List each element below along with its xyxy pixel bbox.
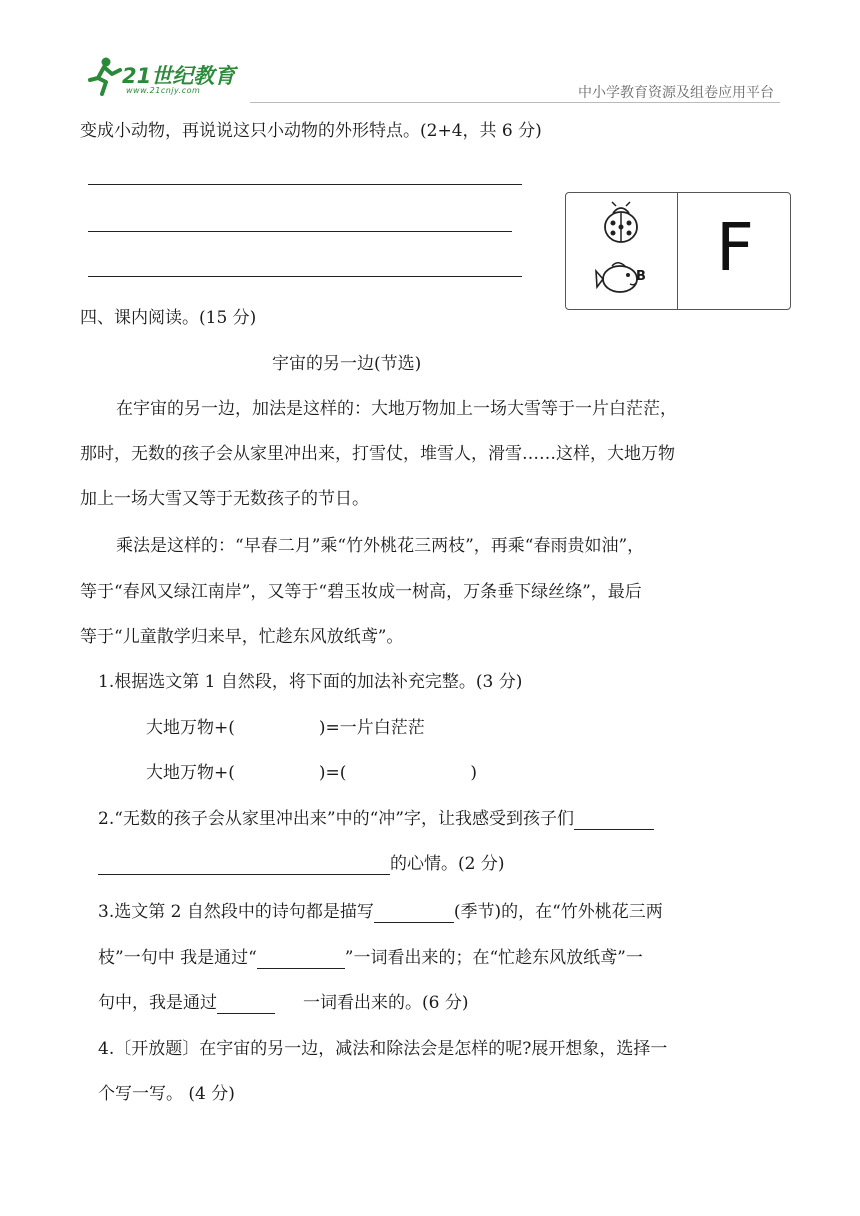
- q1-prompt: 1.根据选文第 1 自然段，将下面的加法补充完整。(3 分): [98, 672, 523, 692]
- q1-equation-2: [146, 762, 477, 784]
- q1-eq1-left: 大地万物+(: [146, 718, 235, 738]
- q2-line1: [98, 808, 654, 830]
- para2-line3: 等于“儿童散学归来早，忙趁东风放纸鸢”。: [80, 627, 404, 647]
- q1-eq1-right: )=一片白茫茫: [318, 718, 425, 738]
- q2-tail: 的心情。(2 分): [390, 854, 505, 874]
- q3-text-e: 句中，我是通过: [98, 993, 217, 1013]
- q3-line2: [98, 947, 643, 969]
- q3-text-a: 3.选文第 2 自然段中的诗句都是描写: [98, 902, 374, 922]
- site-logo: [86, 56, 256, 100]
- para1-line1: 在宇宙的另一边，加法是这样的：大地万物加上一场大雪等于一片白茫茫，: [116, 399, 677, 419]
- picture-big-letter: F: [716, 209, 754, 286]
- picture-small-letter: B: [636, 269, 646, 284]
- passage-title: 宇宙的另一边(节选): [272, 354, 422, 374]
- answer-line-3: [88, 276, 522, 277]
- picture-card: [565, 192, 791, 310]
- q3-word-blank-2[interactable]: [217, 995, 275, 1014]
- ladybug-icon: [598, 201, 644, 245]
- header-rule: [250, 102, 780, 103]
- para2-line1: 乘法是这样的：“早春二月”乘“竹外桃花三两枝”，再乘“春雨贵如油”，: [116, 536, 645, 556]
- q2-blank-1[interactable]: [574, 811, 654, 830]
- q1-eq2-mid: )=(: [318, 763, 347, 783]
- q2-blank-2[interactable]: [98, 856, 390, 875]
- q3-season-blank[interactable]: [374, 904, 454, 923]
- q1-eq2-right: ): [470, 763, 478, 783]
- picture-divider: [677, 193, 678, 309]
- answer-line-1: [88, 184, 522, 185]
- q1-eq2-left: 大地万物+(: [146, 763, 235, 783]
- q4-line1: 4.〔开放题〕在宇宙的另一边，减法和除法会是怎样的呢?展开想象，选择一: [98, 1039, 668, 1059]
- q3-line1: [98, 901, 663, 923]
- q4-line2: 个写一写。 (4 分): [98, 1084, 235, 1104]
- q3-text-b: (季节)的，在“竹外桃花三两: [453, 902, 663, 922]
- para1-line3: 加上一场大雪又等于无数孩子的节日。: [80, 489, 369, 509]
- para2-line2: 等于“春风又绿江南岸”，又等于“碧玉妆成一树高，万条垂下绿丝绦”，最后: [80, 582, 642, 602]
- logo-url: www.21cnjy.com: [126, 86, 201, 95]
- q3-text-d: ”一词看出来的；在“忙趁东风放纸鸢”一: [344, 948, 643, 968]
- answer-line-2: [88, 231, 512, 232]
- platform-name: 中小学教育资源及组卷应用平台: [578, 85, 774, 101]
- q1-equation-1: [146, 717, 425, 739]
- q3-text-f: 一词看出来的。(6 分): [303, 993, 469, 1013]
- q3-word-blank-1[interactable]: [257, 950, 345, 969]
- running-figure-logo-icon: [86, 56, 122, 96]
- para1-line2: 那时，无数的孩子会从家里冲出来，打雪仗，堆雪人，滑雪……这样，大地万物: [80, 444, 675, 464]
- section4-heading: 四、课内阅读。(15 分): [80, 308, 257, 328]
- section3-instruction: 变成小动物，再说说这只小动物的外形特点。(2+4，共 6 分): [80, 121, 542, 141]
- q3-line3: [98, 992, 468, 1014]
- q3-text-c: 枝”一句中 我是通过“: [98, 948, 257, 968]
- logo-text: 21世纪教育: [122, 64, 236, 88]
- q2-text: 2.“无数的孩子会从家里冲出来”中的“冲”字，让我感受到孩子们: [98, 809, 574, 829]
- q2-line2: [98, 853, 504, 875]
